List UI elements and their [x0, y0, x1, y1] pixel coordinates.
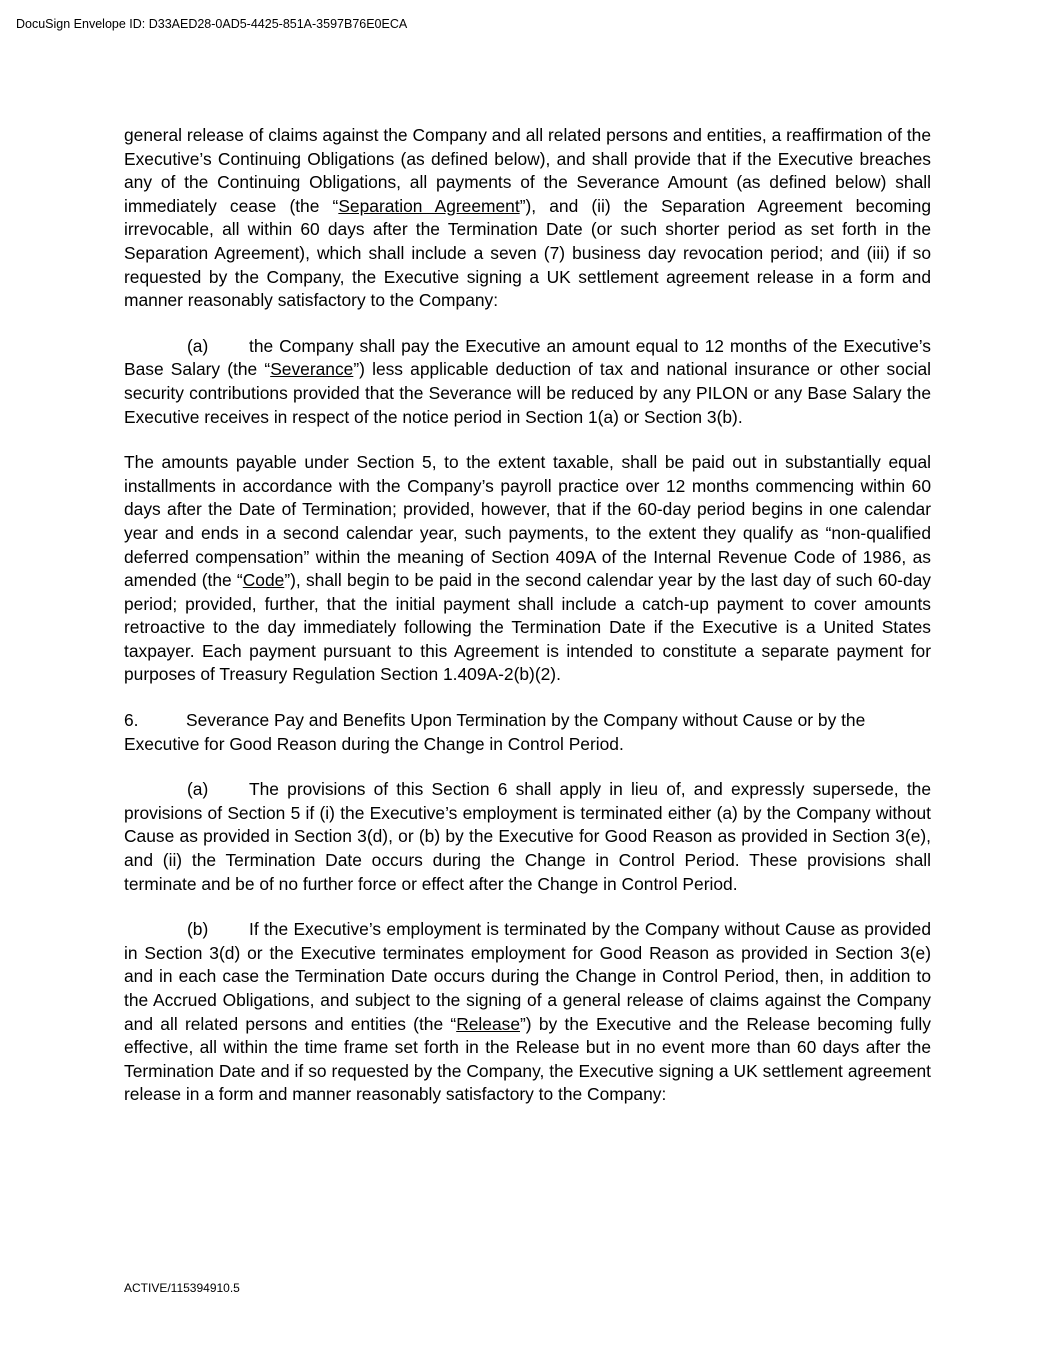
subsection-label: (a)	[187, 779, 209, 800]
paragraph-payment-timing: The amounts payable under Section 5, to the extent taxable, shall be paid out in substantially equal installments in accordance with the Company’s payroll practice over 12 months commencing within 60 days after the Date of Termination; provided, however, that if the 60-day period begins in one calendar year and ends in a second calendar year, such payments, to the extent they qualify as “non-qualified deferred compensation” within the meaning of Section 409A of the Internal Revenue Code of 1986, as amended (the “Code”), shall begin to be paid in the second calendar year by the last day of such 60-day period; provided, further, that the initial payment shall include a catch-up payment to cover amounts retroactive to the day immediately following the Termination Date if the Executive is a United States taxpayer. Each payment pursuant to this Agreement is intended to constitute a separate payment for purposes of Treasury Regulation Section 1.409A-2(b)(2).	[124, 452, 931, 685]
document-footer-id: ACTIVE/115394910.5	[124, 1281, 240, 1295]
defined-term-separation-agreement: Separation Agreement	[338, 195, 520, 216]
subsection-label: (b)	[187, 919, 209, 940]
defined-term-release: Release	[456, 1013, 521, 1034]
subsection-label: (a)	[187, 335, 209, 356]
envelope-id: DocuSign Envelope ID: D33AED28-0AD5-4425-851A-3597B76E0ECA	[16, 17, 408, 31]
paragraph-5a: (a) the Company shall pay the Executive an amount equal to 12 months of the Executive’s Base Salary (the “Severance”) less applicable deduction of tax and national insurance or other social security contributions provided that the Severance will be reduced by any PILON or any Base Salary the Executive receives in respect of the notice period in Section 1(a) or Section 3(b).	[124, 335, 931, 427]
defined-term-severance: Severance	[270, 359, 354, 380]
paragraph-6b: (b) If the Executive’s employment is terminated by the Company without Cause as provided in Section 3(d) or the Executive terminates employment for Good Reason as provided in Section 3(e) and in each case the Termination Date occurs during the Change in Control Period, then, in addition to the Accrued Obligations, and subject to the signing of a general release of claims against the Company and all related persons and entities (the “Release”) by the Executive and the Release becoming fully effective, all within the time frame set forth in the Release but in no event more than 60 days after the Termination Date and if so requested by the Company, the Executive signing a UK settlement agreement release in a form and manner reasonably satisfactory to the Company:	[124, 919, 931, 1105]
section-6-heading: 6. Severance Pay and Benefits Upon Termination by the Company without Cause or by the Executive for Good Reason during the Change in Control Period.	[124, 710, 866, 754]
section-number: 6.	[124, 710, 139, 731]
paragraph-release-conditions: general release of claims against the Company and all related persons and entities, a reaffirmation of the Executive’s Continuing Obligations (as defined below), and shall provide that if the Executive breaches any of the Continuing Obligations, all payments of the Severance Amount (as defined below) shall immediately cease (the “Separation Agreement”), and (ii) the Separation Agreement becoming irrevocable, all within 60 days after the Termination Date (or such shorter period as set forth in the Separation Agreement), which shall include a seven (7) business day revocation period; and (iii) if so requested by the Company, the Executive signing a UK settlement agreement release in a form and manner reasonably satisfactory to the Company:	[124, 125, 931, 311]
document-body	[124, 124, 931, 1107]
defined-term-code: Code	[242, 570, 285, 591]
paragraph-6a: (a) The provisions of this Section 6 shall apply in lieu of, and expressly supersede, the provisions of Section 5 if (i) the Executive’s employment is terminated either (a) by the Company without Cause as provided in Section 3(d), or (b) by the Executive for Good Reason as provided in Section 3(e), and (ii) the Termination Date occurs during the Change in Control Period. These provisions shall terminate and be of no further force or effect after the Change in Control Period.	[124, 779, 931, 894]
